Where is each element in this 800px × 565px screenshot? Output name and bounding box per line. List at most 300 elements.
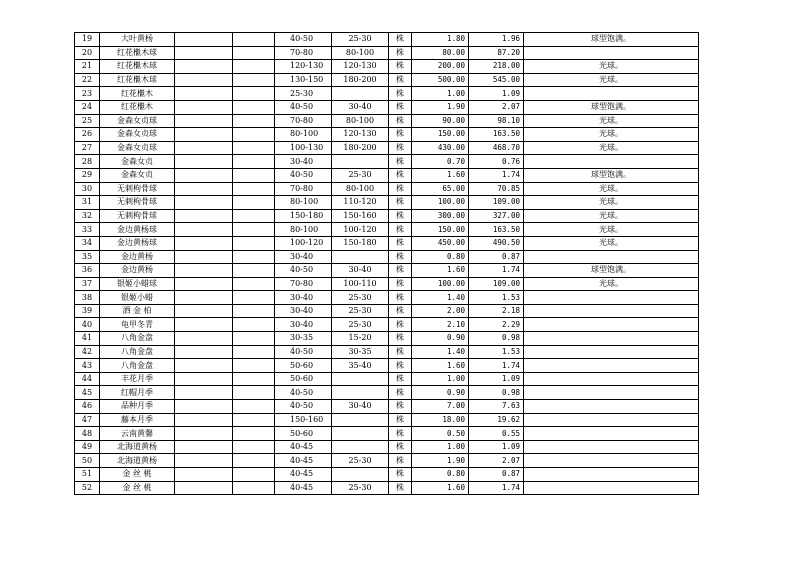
cell-note [524, 250, 699, 264]
cell-price-total: 109.00 [469, 277, 524, 291]
cell-price-total: 2.18 [469, 304, 524, 318]
cell-price: 2.00 [412, 304, 469, 318]
table-row [75, 141, 699, 155]
cell-unit: 株 [389, 440, 412, 454]
cell-spec-a: 150-180 [275, 209, 332, 223]
cell-empty [175, 196, 233, 210]
cell-empty [175, 168, 233, 182]
cell-spec-a: 80-100 [275, 196, 332, 210]
cell-spec-a: 40-45 [275, 468, 332, 482]
cell-empty [233, 386, 275, 400]
cell-number: 31 [75, 196, 100, 210]
cell-unit: 株 [389, 209, 412, 223]
cell-plant-name: 八角金盘 [100, 359, 175, 373]
cell-price: 65.00 [412, 182, 469, 196]
table-row [75, 60, 699, 74]
cell-number: 23 [75, 87, 100, 101]
table-row [75, 209, 699, 223]
cell-price-total: 0.76 [469, 155, 524, 169]
table-row [75, 440, 699, 454]
cell-spec-a: 40-50 [275, 168, 332, 182]
cell-empty [175, 400, 233, 414]
cell-number: 27 [75, 141, 100, 155]
cell-empty [175, 182, 233, 196]
cell-unit: 株 [389, 155, 412, 169]
cell-note: 光球。 [524, 277, 699, 291]
cell-note [524, 468, 699, 482]
cell-plant-name: 洒 金 柏 [100, 304, 175, 318]
cell-empty [233, 332, 275, 346]
cell-plant-name: 银姬小蜡球 [100, 277, 175, 291]
cell-number: 39 [75, 304, 100, 318]
cell-price-total: 19.62 [469, 413, 524, 427]
cell-spec-a: 25-30 [275, 87, 332, 101]
cell-number: 42 [75, 345, 100, 359]
cell-number: 26 [75, 128, 100, 142]
cell-unit: 株 [389, 250, 412, 264]
cell-unit: 株 [389, 141, 412, 155]
cell-empty [175, 33, 233, 47]
cell-note: 球型饱满。 [524, 264, 699, 278]
cell-empty [175, 250, 233, 264]
cell-note: 光球。 [524, 196, 699, 210]
cell-spec-b: 110-120 [332, 196, 389, 210]
cell-empty [175, 155, 233, 169]
cell-note: 球型饱满。 [524, 100, 699, 114]
cell-spec-a: 40-50 [275, 386, 332, 400]
cell-number: 41 [75, 332, 100, 346]
cell-empty [233, 318, 275, 332]
cell-spec-a: 70-80 [275, 277, 332, 291]
cell-price: 1.60 [412, 168, 469, 182]
cell-price: 150.00 [412, 128, 469, 142]
cell-price: 0.80 [412, 250, 469, 264]
table-row [75, 468, 699, 482]
cell-unit: 株 [389, 468, 412, 482]
cell-number: 38 [75, 291, 100, 305]
cell-empty [175, 87, 233, 101]
cell-unit: 株 [389, 182, 412, 196]
cell-price-total: 0.87 [469, 468, 524, 482]
cell-spec-a: 30-40 [275, 318, 332, 332]
cell-number: 29 [75, 168, 100, 182]
cell-note [524, 481, 699, 495]
cell-empty [233, 372, 275, 386]
cell-note [524, 359, 699, 373]
cell-empty [233, 304, 275, 318]
cell-empty [233, 359, 275, 373]
cell-unit: 株 [389, 291, 412, 305]
cell-price-total: 0.98 [469, 332, 524, 346]
cell-spec-b [332, 468, 389, 482]
cell-price-total: 490.50 [469, 236, 524, 250]
cell-empty [175, 277, 233, 291]
cell-spec-a: 80-100 [275, 128, 332, 142]
cell-spec-a: 150-160 [275, 413, 332, 427]
cell-price-total: 109.00 [469, 196, 524, 210]
cell-spec-a: 40-50 [275, 400, 332, 414]
cell-empty [233, 114, 275, 128]
cell-spec-a: 100-120 [275, 236, 332, 250]
table-row [75, 386, 699, 400]
cell-price: 18.00 [412, 413, 469, 427]
cell-note [524, 427, 699, 441]
cell-plant-name: 金 丝 桃 [100, 468, 175, 482]
cell-spec-a: 70-80 [275, 182, 332, 196]
table-row [75, 264, 699, 278]
cell-price: 500.00 [412, 73, 469, 87]
cell-note [524, 318, 699, 332]
cell-number: 43 [75, 359, 100, 373]
cell-number: 40 [75, 318, 100, 332]
cell-price: 1.80 [412, 33, 469, 47]
cell-empty [233, 345, 275, 359]
cell-note [524, 413, 699, 427]
cell-spec-b: 80-100 [332, 114, 389, 128]
cell-note: 光球。 [524, 114, 699, 128]
cell-spec-a: 130-150 [275, 73, 332, 87]
cell-empty [175, 468, 233, 482]
cell-price: 7.00 [412, 400, 469, 414]
cell-plant-name: 龟甲冬青 [100, 318, 175, 332]
table-row [75, 128, 699, 142]
cell-empty [175, 223, 233, 237]
cell-empty [233, 277, 275, 291]
cell-unit: 株 [389, 168, 412, 182]
cell-spec-a: 40-45 [275, 440, 332, 454]
cell-unit: 株 [389, 345, 412, 359]
cell-price-total: 1.53 [469, 345, 524, 359]
cell-plant-name: 无刺枸骨球 [100, 196, 175, 210]
cell-price-total: 0.98 [469, 386, 524, 400]
cell-number: 46 [75, 400, 100, 414]
cell-empty [175, 60, 233, 74]
table-row [75, 318, 699, 332]
cell-spec-a: 80-100 [275, 223, 332, 237]
cell-empty [233, 440, 275, 454]
cell-price-total: 98.10 [469, 114, 524, 128]
cell-empty [175, 386, 233, 400]
cell-price: 0.50 [412, 427, 469, 441]
table-row [75, 481, 699, 495]
cell-plant-name: 八角金盘 [100, 332, 175, 346]
cell-empty [233, 481, 275, 495]
cell-spec-b: 25-30 [332, 33, 389, 47]
cell-empty [175, 332, 233, 346]
cell-unit: 株 [389, 277, 412, 291]
cell-price-total: 218.00 [469, 60, 524, 74]
cell-unit: 株 [389, 304, 412, 318]
cell-price-total: 2.07 [469, 454, 524, 468]
cell-spec-b: 30-40 [332, 100, 389, 114]
cell-price: 2.10 [412, 318, 469, 332]
cell-number: 51 [75, 468, 100, 482]
cell-empty [233, 168, 275, 182]
cell-number: 21 [75, 60, 100, 74]
cell-empty [233, 46, 275, 60]
cell-spec-b: 25-30 [332, 291, 389, 305]
cell-spec-b: 35-40 [332, 359, 389, 373]
cell-empty [233, 291, 275, 305]
cell-unit: 株 [389, 454, 412, 468]
cell-spec-b [332, 87, 389, 101]
cell-plant-name: 无刺枸骨球 [100, 182, 175, 196]
cell-note [524, 291, 699, 305]
cell-price: 1.90 [412, 454, 469, 468]
table-row [75, 345, 699, 359]
cell-spec-b: 25-30 [332, 454, 389, 468]
cell-unit: 株 [389, 60, 412, 74]
cell-plant-name: 金边黄杨球 [100, 223, 175, 237]
cell-plant-name: 丰花月季 [100, 372, 175, 386]
cell-spec-a: 40-50 [275, 345, 332, 359]
table-body [75, 33, 699, 495]
cell-plant-name: 八角金盘 [100, 345, 175, 359]
cell-spec-a: 40-45 [275, 481, 332, 495]
cell-number: 50 [75, 454, 100, 468]
cell-price: 150.00 [412, 223, 469, 237]
cell-note: 光球。 [524, 182, 699, 196]
cell-note: 光球。 [524, 128, 699, 142]
cell-unit: 株 [389, 128, 412, 142]
table-row [75, 168, 699, 182]
cell-spec-b [332, 413, 389, 427]
table-row [75, 46, 699, 60]
cell-spec-a: 30-40 [275, 291, 332, 305]
cell-price-total: 1.74 [469, 359, 524, 373]
cell-price-total: 0.55 [469, 427, 524, 441]
table-row [75, 223, 699, 237]
cell-plant-name: 金边黄杨 [100, 264, 175, 278]
cell-plant-name: 红花檵木 [100, 100, 175, 114]
cell-empty [175, 114, 233, 128]
cell-spec-b: 80-100 [332, 182, 389, 196]
cell-price: 1.60 [412, 264, 469, 278]
cell-empty [175, 141, 233, 155]
cell-number: 33 [75, 223, 100, 237]
cell-empty [233, 427, 275, 441]
cell-number: 25 [75, 114, 100, 128]
cell-empty [233, 236, 275, 250]
cell-price-total: 1.74 [469, 264, 524, 278]
cell-price-total: 163.50 [469, 223, 524, 237]
cell-price-total: 2.07 [469, 100, 524, 114]
cell-note: 光球。 [524, 141, 699, 155]
cell-spec-b [332, 372, 389, 386]
cell-plant-name: 金森女贞球 [100, 141, 175, 155]
table-row [75, 372, 699, 386]
cell-spec-a: 70-80 [275, 46, 332, 60]
cell-note: 光球。 [524, 223, 699, 237]
cell-note [524, 46, 699, 60]
cell-plant-name: 银姬小蜡 [100, 291, 175, 305]
cell-plant-name: 红花檵木球 [100, 73, 175, 87]
cell-number: 24 [75, 100, 100, 114]
cell-empty [175, 236, 233, 250]
cell-price-total: 1.96 [469, 33, 524, 47]
cell-price: 0.70 [412, 155, 469, 169]
cell-number: 44 [75, 372, 100, 386]
cell-empty [233, 141, 275, 155]
cell-spec-b: 100-110 [332, 277, 389, 291]
cell-note [524, 87, 699, 101]
table-row [75, 33, 699, 47]
table-row [75, 87, 699, 101]
table-row [75, 359, 699, 373]
cell-number: 30 [75, 182, 100, 196]
cell-unit: 株 [389, 196, 412, 210]
cell-price: 1.90 [412, 100, 469, 114]
cell-plant-name: 无刺枸骨球 [100, 209, 175, 223]
cell-unit: 株 [389, 318, 412, 332]
cell-empty [175, 440, 233, 454]
table-row [75, 291, 699, 305]
table-row [75, 332, 699, 346]
table-row [75, 413, 699, 427]
cell-price-total: 1.74 [469, 168, 524, 182]
cell-spec-b: 150-180 [332, 236, 389, 250]
cell-empty [175, 359, 233, 373]
table-row [75, 236, 699, 250]
table-row [75, 114, 699, 128]
cell-empty [175, 291, 233, 305]
cell-number: 20 [75, 46, 100, 60]
cell-price: 0.90 [412, 386, 469, 400]
cell-plant-name: 红花檵木球 [100, 60, 175, 74]
cell-spec-b: 30-40 [332, 400, 389, 414]
cell-spec-a: 50-60 [275, 427, 332, 441]
table-row [75, 182, 699, 196]
cell-spec-b [332, 427, 389, 441]
cell-price: 200.00 [412, 60, 469, 74]
cell-price-total: 1.09 [469, 372, 524, 386]
table-row [75, 427, 699, 441]
cell-unit: 株 [389, 372, 412, 386]
cell-price: 100.00 [412, 196, 469, 210]
cell-plant-name: 北海道黄杨 [100, 454, 175, 468]
cell-empty [233, 33, 275, 47]
cell-plant-name: 金森女贞球 [100, 114, 175, 128]
cell-plant-name: 金 丝 桃 [100, 481, 175, 495]
cell-empty [175, 318, 233, 332]
cell-empty [233, 413, 275, 427]
cell-empty [233, 264, 275, 278]
cell-number: 34 [75, 236, 100, 250]
cell-empty [175, 209, 233, 223]
cell-number: 32 [75, 209, 100, 223]
cell-spec-a: 40-45 [275, 454, 332, 468]
cell-price-total: 70.85 [469, 182, 524, 196]
cell-plant-name: 品种月季 [100, 400, 175, 414]
cell-price: 0.90 [412, 332, 469, 346]
table-row [75, 277, 699, 291]
cell-spec-a: 50-60 [275, 359, 332, 373]
cell-spec-b: 30-40 [332, 264, 389, 278]
cell-empty [175, 128, 233, 142]
cell-plant-name: 金森女贞球 [100, 128, 175, 142]
cell-unit: 株 [389, 413, 412, 427]
cell-spec-b: 150-160 [332, 209, 389, 223]
cell-plant-name: 金边黄杨球 [100, 236, 175, 250]
cell-spec-a: 30-40 [275, 250, 332, 264]
cell-spec-a: 30-40 [275, 155, 332, 169]
cell-plant-name: 大叶黄杨 [100, 33, 175, 47]
cell-empty [233, 454, 275, 468]
cell-number: 36 [75, 264, 100, 278]
cell-empty [233, 60, 275, 74]
cell-unit: 株 [389, 223, 412, 237]
cell-empty [175, 481, 233, 495]
cell-plant-name: 藤本月季 [100, 413, 175, 427]
cell-unit: 株 [389, 400, 412, 414]
cell-spec-b: 100-120 [332, 223, 389, 237]
cell-number: 19 [75, 33, 100, 47]
cell-spec-b: 15-20 [332, 332, 389, 346]
cell-unit: 株 [389, 46, 412, 60]
cell-empty [233, 87, 275, 101]
cell-spec-a: 40-50 [275, 33, 332, 47]
cell-spec-b: 30-35 [332, 345, 389, 359]
table-row [75, 155, 699, 169]
cell-number: 35 [75, 250, 100, 264]
table-row [75, 400, 699, 414]
cell-note: 光球。 [524, 236, 699, 250]
cell-empty [175, 46, 233, 60]
cell-plant-name: 金边黄杨 [100, 250, 175, 264]
table-row [75, 100, 699, 114]
cell-price-total: 545.00 [469, 73, 524, 87]
cell-price-total: 87.20 [469, 46, 524, 60]
cell-spec-b [332, 440, 389, 454]
cell-unit: 株 [389, 87, 412, 101]
cell-unit: 株 [389, 264, 412, 278]
cell-note: 球型饱满。 [524, 168, 699, 182]
cell-spec-a: 30-35 [275, 332, 332, 346]
cell-spec-a: 40-50 [275, 100, 332, 114]
cell-price-total: 7.63 [469, 400, 524, 414]
cell-plant-name: 北海道黄杨 [100, 440, 175, 454]
cell-note [524, 304, 699, 318]
cell-empty [175, 304, 233, 318]
table-row [75, 304, 699, 318]
cell-empty [233, 209, 275, 223]
cell-note: 球型饱满。 [524, 33, 699, 47]
cell-price-total: 0.87 [469, 250, 524, 264]
cell-price-total: 1.74 [469, 481, 524, 495]
cell-price: 80.00 [412, 46, 469, 60]
cell-price: 1.00 [412, 87, 469, 101]
price-table [74, 32, 699, 495]
cell-unit: 株 [389, 73, 412, 87]
table-row [75, 73, 699, 87]
cell-number: 37 [75, 277, 100, 291]
cell-price-total: 1.09 [469, 440, 524, 454]
cell-price: 90.00 [412, 114, 469, 128]
cell-note: 光球。 [524, 73, 699, 87]
cell-price: 1.00 [412, 372, 469, 386]
cell-price: 1.40 [412, 291, 469, 305]
cell-note [524, 440, 699, 454]
cell-price: 100.00 [412, 277, 469, 291]
cell-spec-a: 70-80 [275, 114, 332, 128]
cell-number: 28 [75, 155, 100, 169]
cell-empty [175, 372, 233, 386]
cell-spec-a: 120-130 [275, 60, 332, 74]
cell-price: 300.00 [412, 209, 469, 223]
cell-empty [233, 155, 275, 169]
cell-empty [233, 182, 275, 196]
cell-empty [175, 427, 233, 441]
